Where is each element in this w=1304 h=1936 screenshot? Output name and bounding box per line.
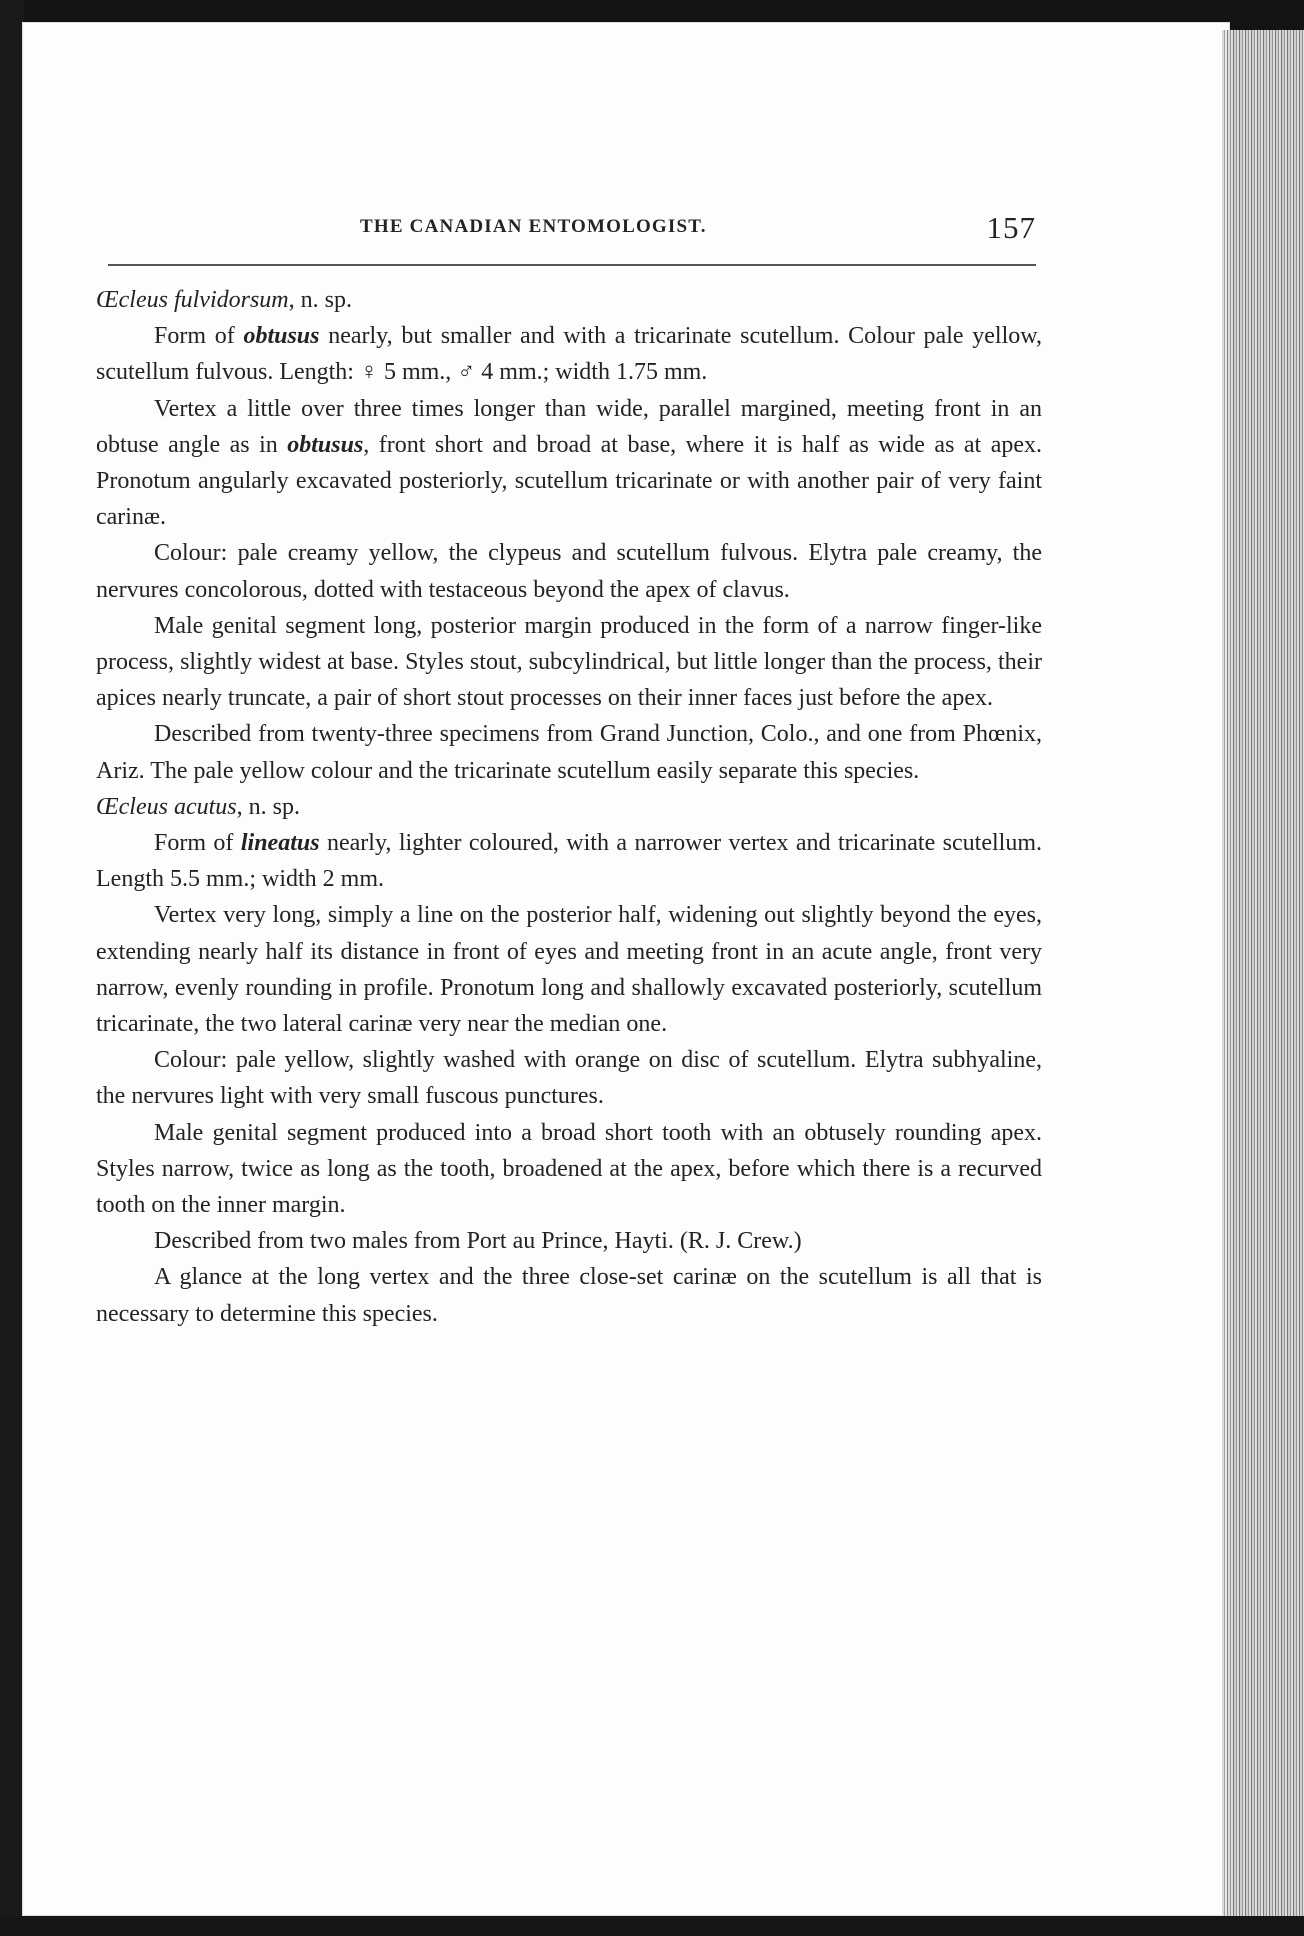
species-name: Œcleus fulvidorsum xyxy=(96,287,289,313)
fulvidorsum-described-paragraph: Described from twenty-three specimens from Grand Junction, Colo., and one from Phœnix, Ariz. The pale yellow colour and the tricarinate scutellum easily separate this species. xyxy=(96,721,1042,784)
species-heading-acutus xyxy=(96,789,1042,825)
text-segment: , front short and broad at base, where it is half as wide as at apex. Pronotum angularly excavated posteriorly, scutellum tricarinate or with another pair of very faint carinæ. xyxy=(96,431,1042,531)
text-segment: Vertex a little over three times longer than wide, parallel margined, meeting front in an obtuse angle as in xyxy=(96,395,1042,458)
species-suffix: , n. sp. xyxy=(288,287,352,313)
book-page-edge xyxy=(1222,30,1304,1936)
species-reference: lineatus xyxy=(240,830,320,857)
text-segment: nearly, but smaller and with a tricarinate scutellum. Colour pale yellow, scutellum fulvous. Length: ♀ 5 mm., ♂ 4 mm.; width 1.75 mm. xyxy=(96,323,1043,386)
acutus-genital-paragraph: Male genital segment produced into a broad short tooth with an obtusely rounding apex. Styles narrow, twice as long as the tooth, broadened at the apex, before which there is a recurved tooth on the inner margin. xyxy=(96,1119,1042,1219)
text-segment: Form of xyxy=(154,830,241,857)
acutus-colour-paragraph: Colour: pale yellow, slightly washed with orange on disc of scutellum. Elytra subhyaline, the nervures light with very small fuscous punctures. xyxy=(96,1047,1042,1110)
fulvidorsum-vertex-paragraph xyxy=(96,391,1042,536)
acutus-note-paragraph: A glance at the long vertex and the three close-set carinæ on the scutellum is all that is necessary to determine this species. xyxy=(96,1264,1042,1327)
text-segment: nearly, lighter coloured, with a narrower vertex and tricarinate scutellum. Length 5.5 mm.; width 2 mm. xyxy=(96,830,1042,893)
species-name: Œcleus acutus xyxy=(96,793,237,820)
scan-left-border xyxy=(0,0,24,1936)
species-reference: obtusus xyxy=(287,431,364,458)
acutus-vertex-paragraph: Vertex very long, simply a line on the posterior half, widening out slightly beyond the eyes, extending nearly half its distance in front of eyes and meeting front in an acute angle, front very narrow, evenly rounding in profile. Pronotum long and shallowly excavated posteriorly, scutellum tricarinate, the two lateral carinæ very near the median one. xyxy=(96,902,1042,1038)
running-title: THE CANADIAN ENTOMOLOGIST. xyxy=(360,216,707,237)
scan-bottom-border xyxy=(0,1916,1304,1936)
species-suffix: , n. sp. xyxy=(236,793,300,820)
acutus-form-paragraph xyxy=(96,825,1042,897)
text-segment: Form of xyxy=(154,323,244,350)
species-reference: obtusus xyxy=(243,323,320,350)
fulvidorsum-genital-paragraph: Male genital segment long, posterior margin produced in the form of a narrow finger-like process, slightly widest at base. Styles stout, subcylindrical, but little longer than the process, their apices nearly truncate, a pair of short stout processes on their inner faces just before the apex. xyxy=(96,612,1042,712)
fulvidorsum-form-paragraph xyxy=(96,318,1042,390)
header-rule xyxy=(108,264,1036,266)
article-body xyxy=(96,282,1042,1752)
species-heading-fulvidorsum xyxy=(96,282,1042,318)
page-header xyxy=(108,210,1038,258)
page-number: 157 xyxy=(986,210,1036,245)
acutus-described-paragraph: Described from two males from Port au Prince, Hayti. (R. J. Crew.) xyxy=(154,1228,802,1255)
fulvidorsum-colour-paragraph: Colour: pale creamy yellow, the clypeus and scutellum fulvous. Elytra pale creamy, the nervures concolorous, dotted with testaceous beyond the apex of clavus. xyxy=(96,540,1042,603)
